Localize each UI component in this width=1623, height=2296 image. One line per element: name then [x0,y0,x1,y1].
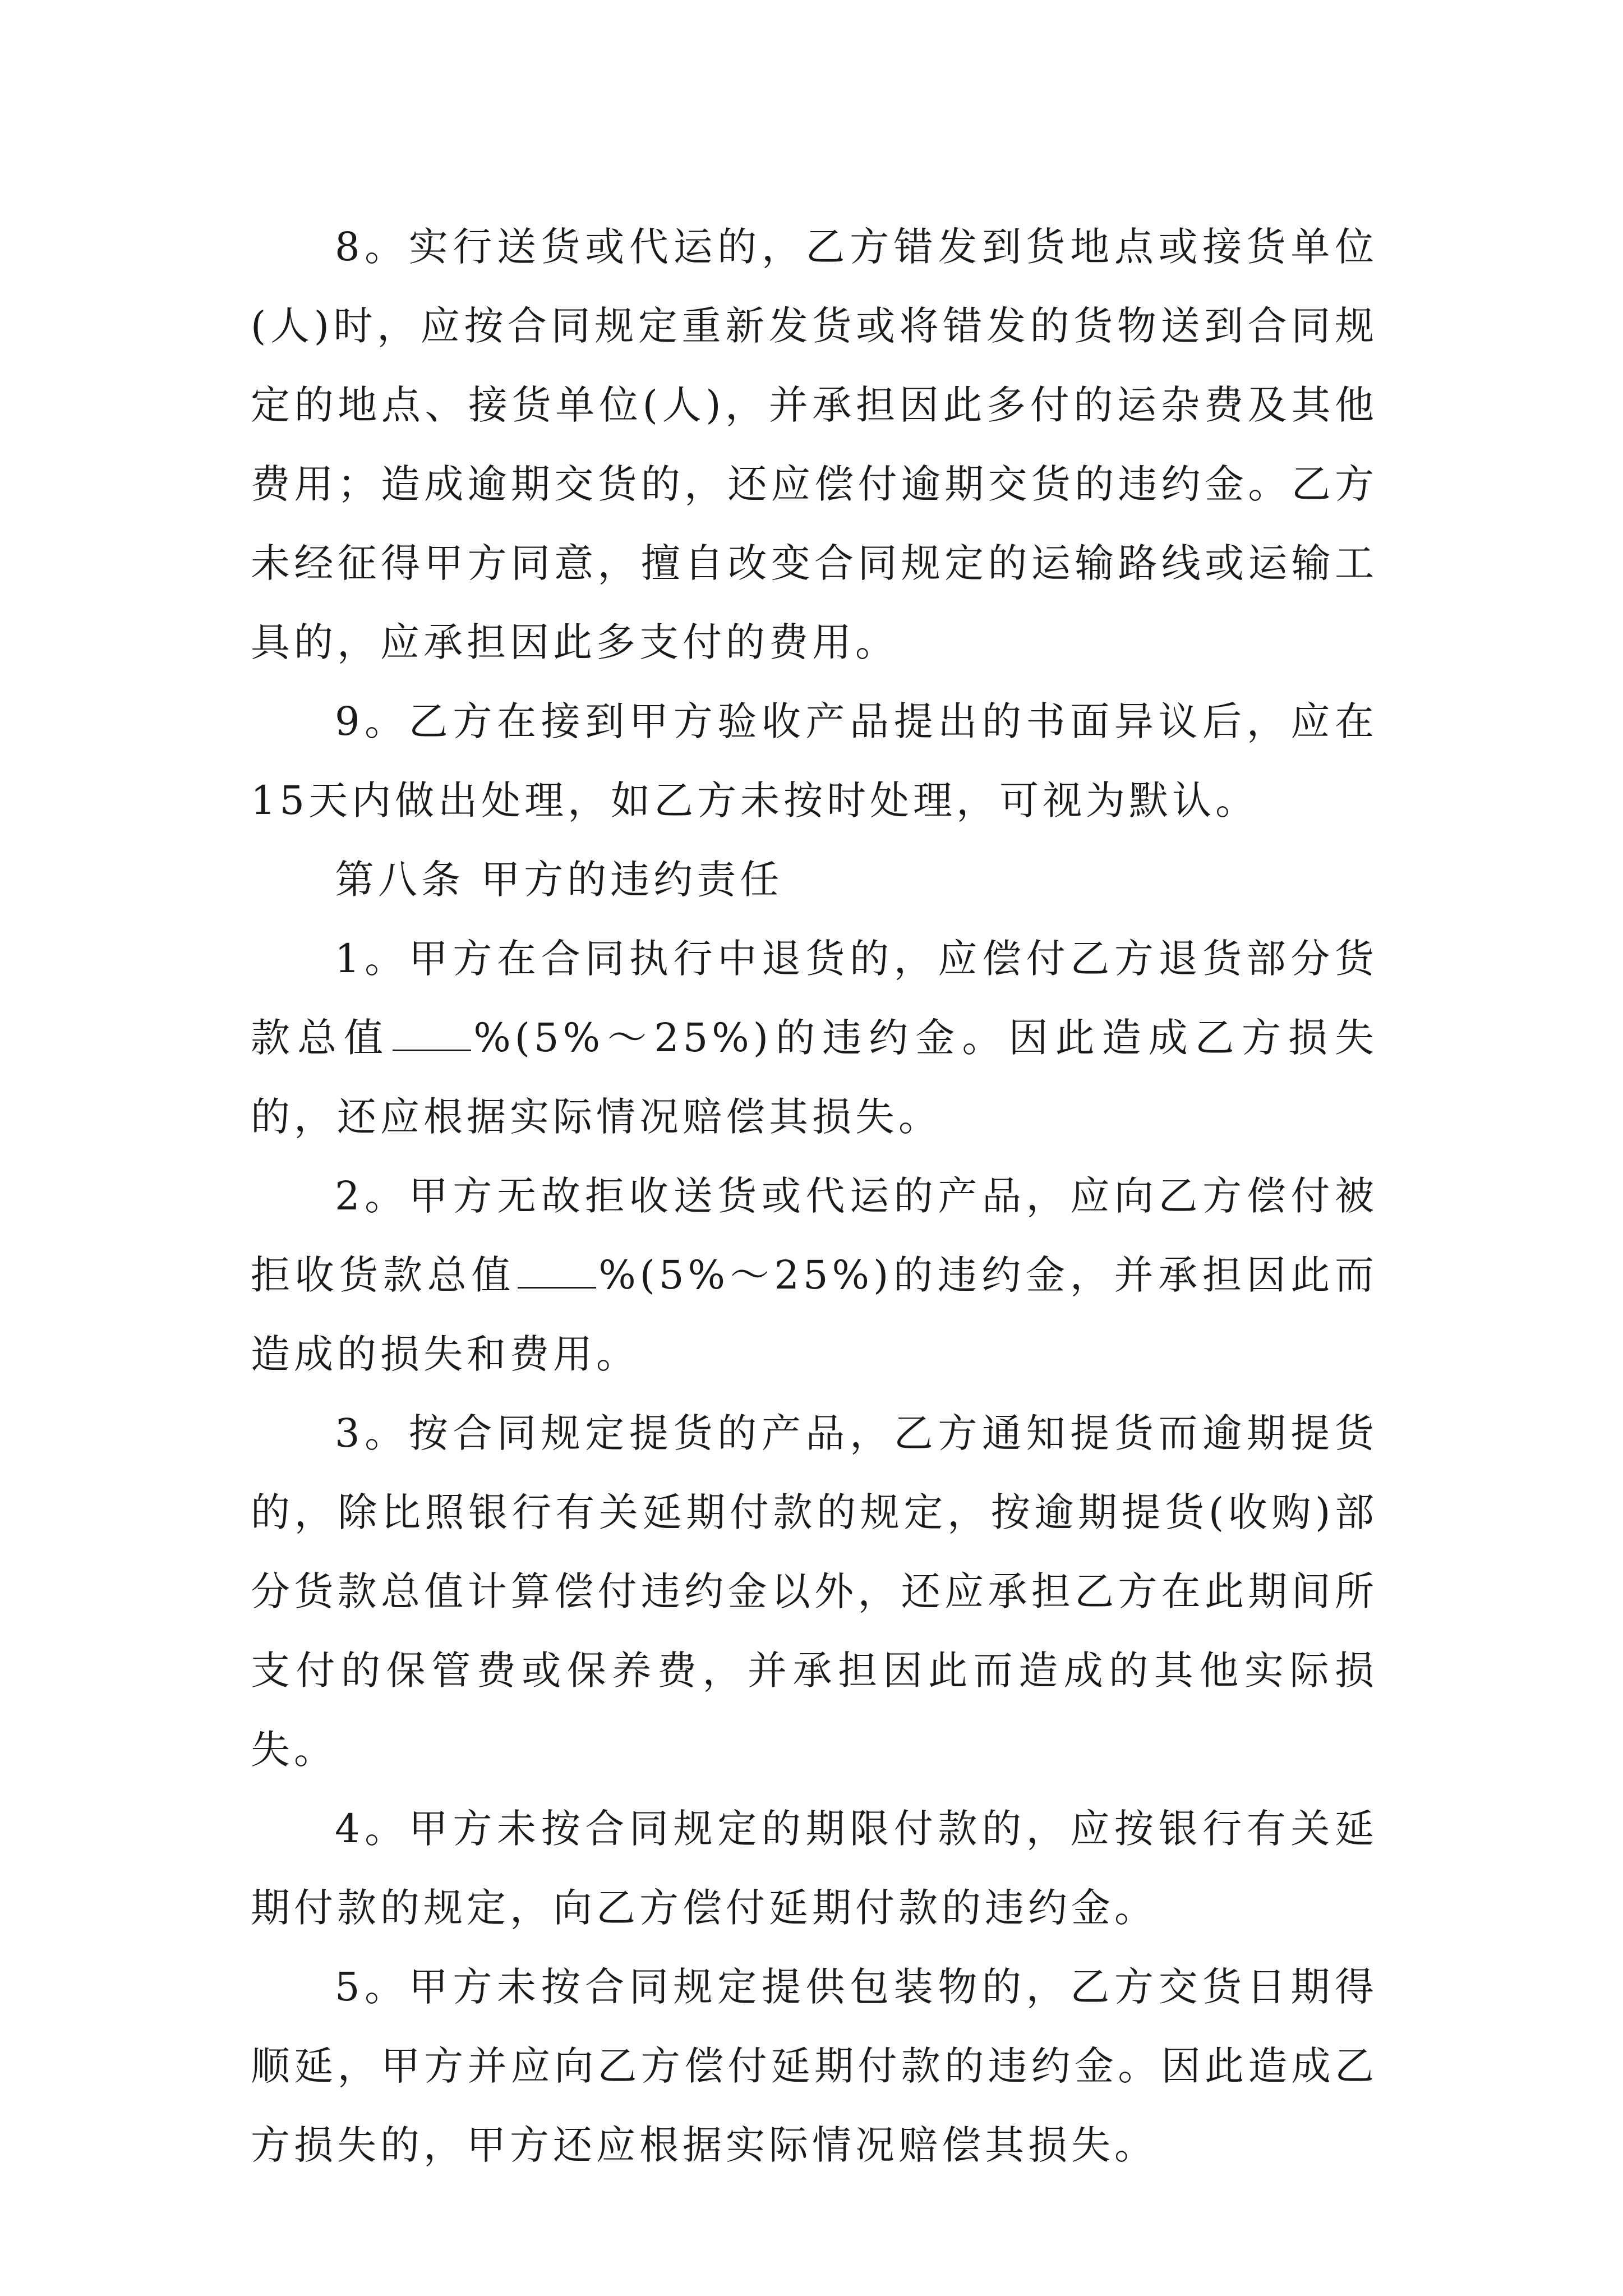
clause-8-seller-misdelivery: 8。实行送货或代运的，乙方错发到货地点或接货单位(人)时，应按合同规定重新发货或将错发的货物送到合同规定的地点、接货单位(人)，并承担因此多付的运杂费及其他费用；造成逾期交货的，还应偿付逾期交货的违约金。乙方未经征得甲方同意，擅自改变合同规定的运输路线或运输工具的，应承担因此多支付的费用。 [251,224,1378,665]
clause-5-packaging: 5。甲方未按合同规定提供包装物的，乙方交货日期得顺延，甲方并应向乙方偿付延期付款的违约金。因此造成乙方损失的，甲方还应根据实际情况赔偿其损失。 [251,1964,1378,2168]
document-body [251,208,1378,2185]
clause-4-late-payment: 4。甲方未按合同规定的期限付款的，应按银行有关延期付款的规定，向乙方偿付延期付款的违约金。 [251,1806,1378,1931]
clause-1-text-after: %(5%～25%)的违约金。因此造成乙方损失的，还应根据实际情况赔偿其损失。 [251,1015,1378,1140]
clause-2-text-after: %(5%～25%)的违约金，并承担因此而造成的损失和费用。 [251,1252,1378,1377]
clause-1-buyer-return [251,919,1378,1157]
clause-9-written-objection: 9。乙方在接到甲方验收产品提出的书面异议后，应在15天内做出处理，如乙方未按时处理，可视为默认。 [251,698,1378,823]
clause-2-text-before: 2。甲方无故拒收送货或代运的产品，应向乙方偿付被拒收货款总值 [251,1173,1378,1298]
fill-in-blank[interactable] [518,1287,596,1289]
fill-in-blank[interactable] [393,1050,471,1051]
clause-2-buyer-refusal [251,1157,1378,1394]
article-8-heading: 第八条 甲方的违约责任 [335,857,783,903]
clause-1-text-before: 1。甲方在合同执行中退货的，应偿付乙方退货部分货款总值 [251,936,1378,1061]
clause-3-overdue-pickup: 3。按合同规定提货的产品，乙方通知提货而逾期提货的，除比照银行有关延期付款的规定，按逾期提货(收购)部分货款总值计算偿付违约金以外，还应承担乙方在此期间所支付的保管费或保养费，并承担因此而造成的其他实际损失。 [251,1410,1378,1773]
